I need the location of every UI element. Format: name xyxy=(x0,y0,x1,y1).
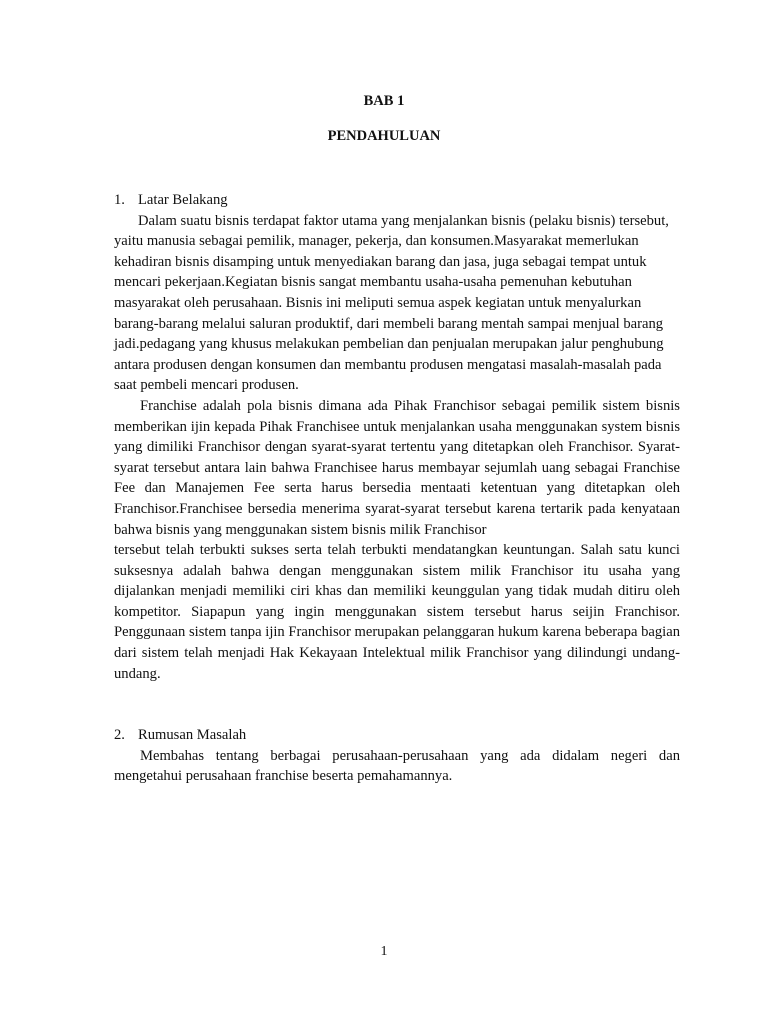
section-heading xyxy=(114,725,680,746)
paragraph: Membahas tentang berbagai perusahaan-perusahaan yang ada didalam negeri dan mengetahui perusahaan franchise beserta pemahamannya. xyxy=(114,747,680,785)
paragraph: tersebut telah terbukti sukses serta telah terbukti mendatangkan keuntungan. Salah satu kunci suksesnya adalah bahwa dengan menggunakan sistem milik Franchisor itu usaha yang dijalankan menjadi memiliki ciri khas dan memiliki keunggulan yang tidak mudah ditiru oleh kompetitor. Siapapun yang ingin menggunakan sistem tersebut harus seijin Franchisor. Penggunaan sistem tanpa ijin Franchisor merupakan pelanggaran hukum karena beberapa bagian dari sistem telah menjadi Hak Kekayaan Intelektual milik Franchisor yang dilindungi undang-undang. xyxy=(114,542,680,682)
page-number: 1 xyxy=(380,944,388,959)
document-body xyxy=(114,190,680,787)
paragraph: Franchise adalah pola bisnis dimana ada Pihak Franchisor sebagai pemilik sistem bisnis memberikan ijin kepada Pihak Franchisee untuk menjalankan usaha menggunakan system bisnis yang dimiliki Franchisor dengan syarat-syarat tertentu yang ditetapkan oleh Franchisor. Syarat-syarat tersebut antara lain bahwa Franchisee harus membayar sejumlah uang sebagai Franchise Fee dan Manajemen Fee serta harus bersedia mentaati ketentuan yang ditetapkan oleh Franchisor.Franchisee bersedia menerima syarat-syarat tersebut karena tertarik pada kenyataan bahwa bisnis yang menggunakan sistem bisnis milik Franchisor xyxy=(114,397,680,538)
chapter-heading: BAB 1 xyxy=(363,93,405,109)
section-latar-belakang xyxy=(114,190,680,684)
paragraph: Dalam suatu bisnis terdapat faktor utama yang menjalankan bisnis (pelaku bisnis) tersebut, yaitu manusia sebagai pemilik, manager, pekerja, dan konsumen.Masyarakat memerlukan kehadiran bisnis disamping untuk menyediakan barang dan jasa, juga sebagai tempat untuk mencari pekerjaan.Kegiatan bisnis sangat membantu usaha-usaha pemenuhan kebutuhan masyarakat oleh perusahaan. Bisnis ini meliputi semua aspek kegiatan untuk menyalurkan barang-barang melalui saluran produktif, dari membeli barang mentah sampai menjual barang jadi.pedagang yang khusus melakukan pembelian dan penjualan merupakan jalur penghubung antara produsen dengan konsumen dan membantu produsen mengatasi masalah-masalah pada saat pembeli mencari produsen. xyxy=(114,212,669,394)
section-number: 1. xyxy=(114,192,125,208)
section-heading xyxy=(114,190,680,211)
section-rumusan-masalah xyxy=(114,725,680,787)
section-heading-text: Rumusan Masalah xyxy=(138,727,247,744)
section-heading-text: Latar Belakang xyxy=(138,192,228,208)
section-number: 2. xyxy=(114,727,125,744)
chapter-title: PENDAHULUAN xyxy=(327,128,441,144)
